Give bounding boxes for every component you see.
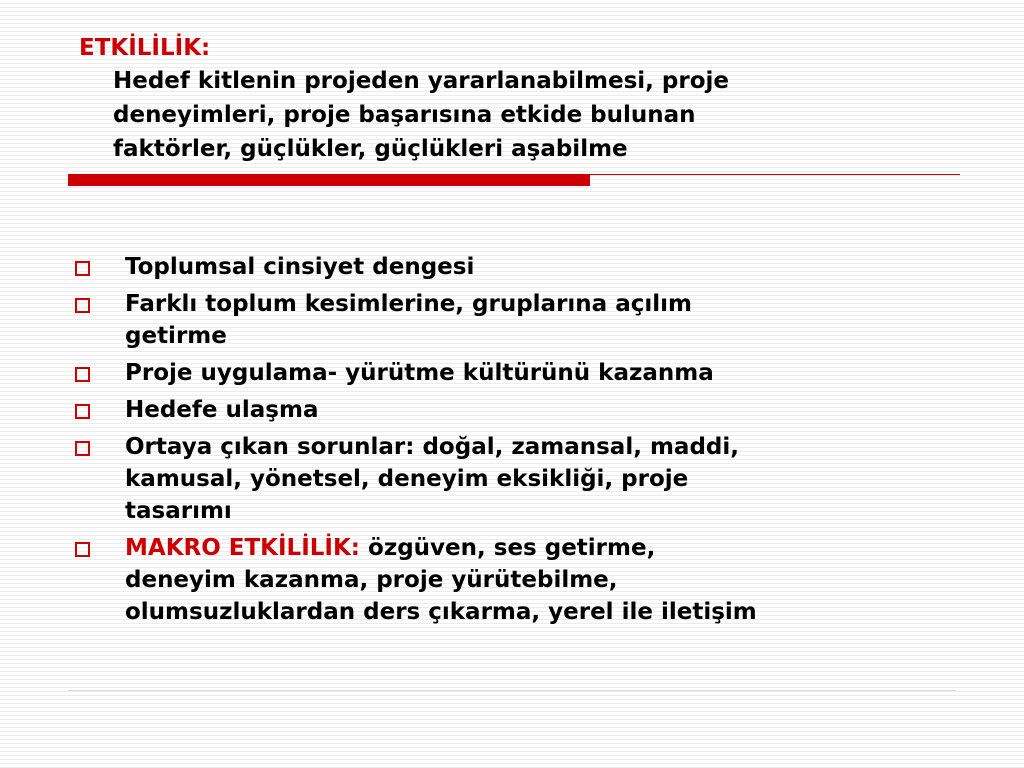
bullet-text-line: Ortaya çıkan sorunlar: doğal, zamansal, maddi, [125, 434, 739, 460]
bullet-item [72, 288, 992, 352]
bullet-text-line: Proje uygulama- yürütme kültürünü kazanma [125, 360, 714, 386]
hollow-square-bullet-icon [75, 261, 90, 276]
slide-title-line: deneyimleri, proje başarısına etkide bulunan [113, 102, 696, 128]
hollow-square-bullet-icon [75, 542, 90, 557]
bullet-text-line: kamusal, yönetsel, deneyim eksikliği, proje [125, 466, 689, 492]
hollow-square-bullet-icon [75, 404, 90, 419]
bullet-item [72, 431, 992, 527]
bullet-text-line: tasarımı [125, 498, 232, 524]
slide-title-line: faktörler, güçlükler, güçlükleri aşabilme [113, 136, 628, 162]
bullet-text-line: Farklı toplum kesimlerine, gruplarına açılım [125, 291, 692, 317]
bullet-item [72, 357, 992, 389]
footer-divider [68, 690, 956, 691]
bullet-text-line: olumsuzluklardan ders çıkarma, yerel ile iletişim [125, 599, 757, 625]
bullet-item [72, 251, 992, 283]
bullet-text-line [125, 532, 992, 564]
hollow-square-bullet-icon [75, 298, 90, 313]
hollow-square-bullet-icon [75, 441, 90, 456]
bullet-item [72, 532, 992, 628]
bullet-item [72, 394, 992, 426]
title-divider-thick [68, 175, 590, 186]
bullet-highlight-label: MAKRO ETKİLİLİK: [125, 535, 361, 561]
bullet-list [72, 251, 992, 633]
bullet-text-line: deneyim kazanma, proje yürütebilme, [125, 567, 618, 593]
bullet-text-fragment: özgüven, ses getirme, [360, 535, 656, 561]
hollow-square-bullet-icon [75, 367, 90, 382]
slide-title-body [113, 64, 973, 166]
bullet-text-line: Toplumsal cinsiyet dengesi [125, 254, 475, 280]
bullet-text-line: Hedefe ulaşma [125, 397, 319, 423]
slide-title-line: Hedef kitlenin projeden yararlanabilmesi, proje [113, 68, 729, 94]
bullet-text-line: getirme [125, 323, 227, 349]
slide-title-label: ETKİLİLİK: [79, 35, 211, 61]
